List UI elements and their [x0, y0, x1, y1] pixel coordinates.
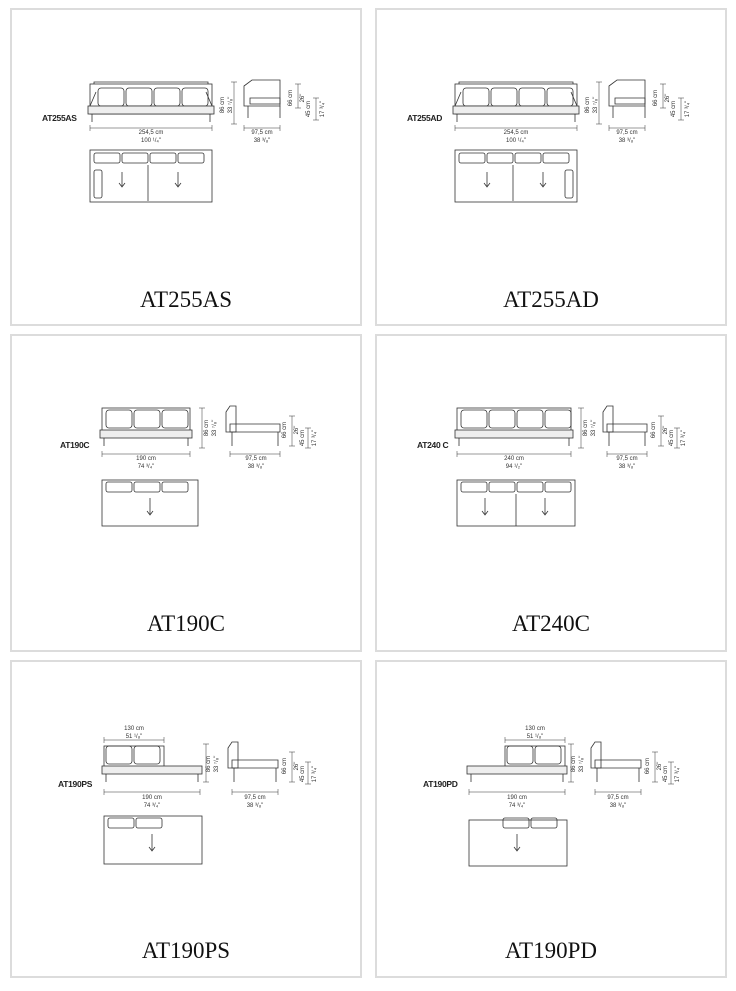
back-cm-label: 66 cm	[282, 757, 288, 775]
height-in-label: 33 ⁷/₈"	[593, 96, 599, 114]
back-in-label: 26"	[657, 761, 663, 771]
seat-in-label: 17 ³/₄"	[320, 100, 326, 118]
at255as-drawing	[12, 10, 364, 328]
seat-in-label: 17 ³/₄"	[675, 765, 681, 783]
back-cm-label: 66 cm	[651, 421, 657, 439]
height-in-label: 33 ⁷/₈"	[591, 419, 597, 437]
product-code: AT255AS	[42, 113, 77, 123]
width-in-label: 100 ¹/₄"	[506, 138, 526, 144]
product-title[interactable]: AT190C	[147, 611, 225, 636]
depth-in-label: 38 ³/₈"	[618, 464, 636, 470]
back-in-label: 26"	[663, 425, 669, 435]
product-code: AT255AD	[407, 113, 443, 123]
height-cm-label: 86 cm	[583, 419, 589, 437]
at190c-drawing	[12, 336, 364, 654]
product-card-at190ps[interactable]	[10, 660, 362, 978]
product-code: AT240 C	[417, 440, 449, 450]
width-cm-label: 254,5 cm	[138, 130, 164, 136]
seat-in-label: 17 ³/₄"	[685, 100, 691, 118]
at255ad-drawing	[377, 10, 729, 328]
height-in-label: 33 ⁷/₈"	[228, 96, 234, 114]
width-cm-label: 190 cm	[142, 795, 162, 801]
back-cm-label: 66 cm	[288, 89, 294, 107]
seat-cm-label: 45 cm	[306, 100, 312, 118]
height-cm-label: 86 cm	[204, 419, 210, 437]
depth-cm-label: 97,5 cm	[244, 795, 266, 801]
width-cm-label: 190 cm	[507, 795, 527, 801]
height-cm-label: 86 cm	[571, 755, 577, 773]
product-title[interactable]: AT255AD	[503, 287, 599, 312]
top-cm-label: 130 cm	[124, 726, 144, 732]
depth-cm-label: 97,5 cm	[616, 456, 638, 462]
seat-cm-label: 45 cm	[663, 765, 669, 783]
at190ps-drawing	[12, 662, 364, 980]
seat-cm-label: 45 cm	[671, 100, 677, 118]
back-cm-label: 66 cm	[282, 421, 288, 439]
top-in-label: 51 ¹/₈"	[125, 734, 143, 740]
width-in-label: 74 ³/₄"	[143, 803, 161, 809]
width-in-label: 100 ¹/₄"	[141, 138, 161, 144]
back-cm-label: 66 cm	[653, 89, 659, 107]
at240c-drawing	[377, 336, 729, 654]
back-in-label: 26"	[300, 93, 306, 103]
height-cm-label: 86 cm	[220, 96, 226, 114]
height-in-label: 33 ⁷/₈"	[214, 755, 220, 773]
seat-cm-label: 45 cm	[669, 429, 675, 447]
width-cm-label: 254,5 cm	[503, 130, 529, 136]
depth-in-label: 38 ³/₈"	[609, 803, 627, 809]
width-cm-label: 240 cm	[504, 456, 524, 462]
depth-cm-label: 97,5 cm	[245, 456, 267, 462]
depth-in-label: 38 ³/₈"	[247, 464, 265, 470]
width-cm-label: 190 cm	[136, 456, 156, 462]
depth-cm-label: 97,5 cm	[607, 795, 629, 801]
back-in-label: 26"	[294, 761, 300, 771]
product-card-at255as[interactable]	[10, 8, 362, 326]
seat-in-label: 17 ³/₄"	[681, 429, 687, 447]
seat-cm-label: 45 cm	[300, 765, 306, 783]
product-title[interactable]: AT190PS	[141, 938, 231, 963]
product-title[interactable]: AT255AS	[139, 287, 232, 312]
product-code: AT190PS	[58, 779, 93, 789]
top-cm-label: 130 cm	[525, 726, 545, 732]
product-title[interactable]: AT240C	[512, 611, 590, 636]
depth-cm-label: 97,5 cm	[251, 130, 273, 136]
at190pd-drawing	[377, 662, 729, 980]
height-cm-label: 86 cm	[585, 96, 591, 114]
product-title[interactable]: AT190PD	[504, 938, 597, 963]
depth-in-label: 38 ³/₈"	[618, 138, 636, 144]
depth-cm-label: 97,5 cm	[616, 130, 638, 136]
depth-in-label: 38 ³/₈"	[246, 803, 264, 809]
product-code: AT190C	[60, 440, 90, 450]
product-card-at190pd[interactable]	[375, 660, 727, 978]
product-card-at190c[interactable]	[10, 334, 362, 652]
height-in-label: 33 ⁷/₈"	[579, 755, 585, 773]
seat-in-label: 17 ³/₄"	[312, 429, 318, 447]
width-in-label: 74 ³/₄"	[137, 464, 155, 470]
height-cm-label: 86 cm	[206, 755, 212, 773]
height-in-label: 33 ⁷/₈"	[212, 419, 218, 437]
depth-in-label: 38 ³/₈"	[253, 138, 271, 144]
product-card-at240c[interactable]	[375, 334, 727, 652]
back-cm-label: 66 cm	[645, 757, 651, 775]
seat-in-label: 17 ³/₄"	[312, 765, 318, 783]
product-card-at255ad[interactable]	[375, 8, 727, 326]
back-in-label: 26"	[294, 425, 300, 435]
back-in-label: 26"	[665, 93, 671, 103]
top-in-label: 51 ¹/₈"	[526, 734, 544, 740]
width-in-label: 94 ¹/₂"	[505, 464, 523, 470]
width-in-label: 74 ³/₄"	[508, 803, 526, 809]
seat-cm-label: 45 cm	[300, 429, 306, 447]
product-code: AT190PD	[423, 779, 458, 789]
